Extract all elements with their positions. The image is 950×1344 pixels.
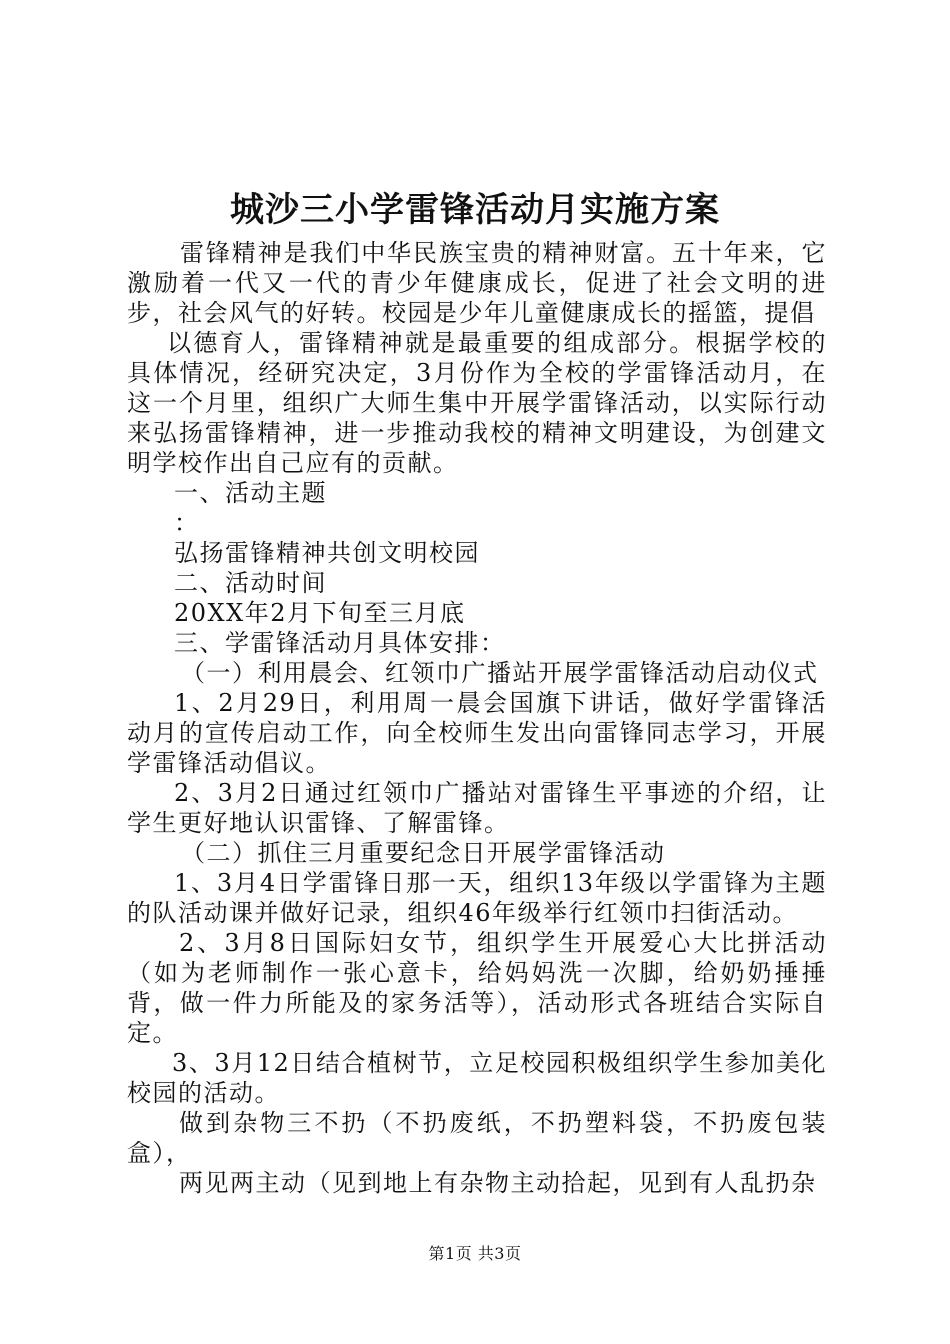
item-two-initiatives: 两见两主动（见到地上有杂物主动拾起，见到有人乱扔杂 xyxy=(179,1169,817,1197)
paragraph-intro: 雷锋精神是我们中华民族宝贵的精神财富。五十年来，它激励着一代又一代的青少年健康成长，促进了社会文明的进步，社会风气的好转。校园是少年儿童健康成长的摇篮，提倡 xyxy=(127,239,827,327)
document-body xyxy=(127,238,827,1198)
colon-line: ： xyxy=(174,509,200,537)
page-footer: 第1页 共3页 xyxy=(428,1244,522,1263)
item-commemoration-3: 3、3月12日结合植树节，立足校园积极组织学生参加美化校园的活动。 xyxy=(127,1049,827,1107)
theme-text: 弘扬雷锋精神共创文明校园 xyxy=(174,539,480,567)
activity-time-text: 20XX年2月下旬至三月底 xyxy=(174,599,466,627)
item-commemoration-1: 1、3月4日学雷锋日那一天，组织13年级以学雷锋为主题的队活动课并做好记录，组织46年级举行红领巾扫街活动。 xyxy=(127,869,827,927)
document-title: 城沙三小学雷锋活动月实施方案 xyxy=(230,190,720,230)
paragraph-purpose: 以德育人，雷锋精神就是最重要的组成部分。根据学校的具体情况，经研究决定，3月份作为全校的学雷锋活动月，在这一个月里，组织广大师生集中开展学雷锋活动，以实际行动来弘扬雷锋精神，进一步推动我校的精神文明建设，为创建文明学校作出自己应有的贡献。 xyxy=(127,329,827,477)
subheading-commemorations: （二）抓住三月重要纪念日开展学雷锋活动 xyxy=(181,839,666,867)
heading-activity-theme: 一、活动主题 xyxy=(174,479,327,507)
item-three-no-litter: 做到杂物三不扔（不扔废纸，不扔塑料袋，不扔废包装盒）， xyxy=(127,1109,827,1167)
heading-activity-time: 二、活动时间 xyxy=(174,569,327,597)
item-commemoration-2: 2、3月8日国际妇女节，组织学生开展爱心大比拼活动（如为老师制作一张心意卡，给妈妈洗一次脚，给奶奶捶捶背，做一件力所能及的家务活等），活动形式各班结合实际自定。 xyxy=(127,929,827,1047)
heading-arrangements: 三、学雷锋活动月具体安排： xyxy=(174,629,506,657)
item-launch-2: 2、3月2日通过红领巾广播站对雷锋生平事迹的介绍，让学生更好地认识雷锋、了解雷锋。 xyxy=(127,779,827,837)
subheading-launch: （一）利用晨会、红领巾广播站开展学雷锋活动启动仪式 xyxy=(181,659,819,687)
item-launch-1: 1、2月29日，利用周一晨会国旗下讲话，做好学雷锋活动月的宣传启动工作，向全校师生发出向雷锋同志学习，开展学雷锋活动倡议。 xyxy=(127,689,827,777)
